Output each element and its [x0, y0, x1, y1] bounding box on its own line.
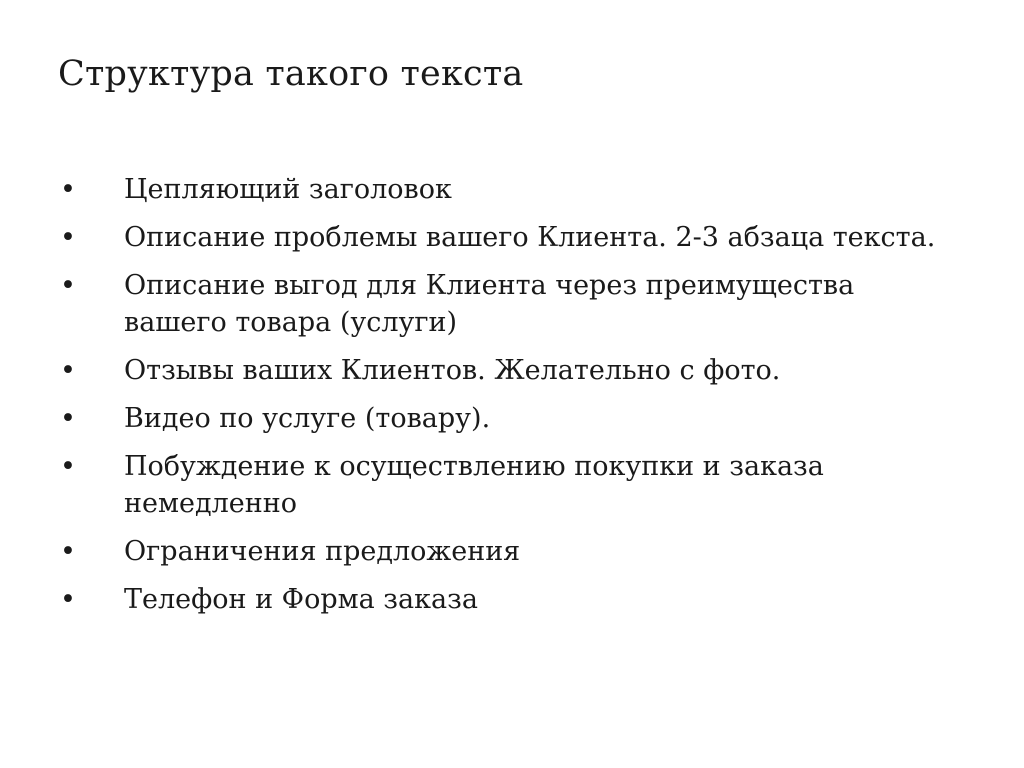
bullet-text: Видео по услуге (товару).: [124, 403, 491, 434]
bullet-list: [58, 171, 958, 629]
bullet-icon: •: [60, 270, 76, 301]
bullet-icon: •: [60, 174, 76, 205]
bullet-item-call-to-action: [58, 448, 958, 522]
bullet-icon: •: [60, 451, 76, 482]
bullet-icon: •: [60, 403, 76, 434]
bullet-text: Описание проблемы вашего Клиента. 2-3 абзаца текста.: [124, 222, 936, 253]
bullet-icon: •: [60, 355, 76, 386]
bullet-item-benefits-description: [58, 267, 958, 341]
bullet-item-video: [58, 400, 958, 437]
bullet-item-offer-limits: [58, 533, 958, 570]
bullet-item-phone-and-order-form: [58, 581, 958, 618]
bullet-text: Побуждение к осуществлению покупки и заказа немедленно: [124, 451, 824, 519]
bullet-icon: •: [60, 536, 76, 567]
bullet-text: Цепляющий заголовок: [124, 174, 452, 205]
bullet-item-hook-headline: [58, 171, 958, 208]
bullet-item-client-reviews: [58, 352, 958, 389]
bullet-text: Описание выгод для Клиента через преимущества вашего товара (услуги): [124, 270, 855, 338]
bullet-icon: •: [60, 222, 76, 253]
bullet-text: Отзывы ваших Клиентов. Желательно с фото.: [124, 355, 781, 386]
bullet-text: Телефон и Форма заказа: [124, 584, 478, 615]
bullet-icon: •: [60, 584, 76, 615]
bullet-item-problem-description: [58, 219, 958, 256]
bullet-text: Ограничения предложения: [124, 536, 521, 567]
slide-title: Структура такого текста: [58, 54, 524, 94]
